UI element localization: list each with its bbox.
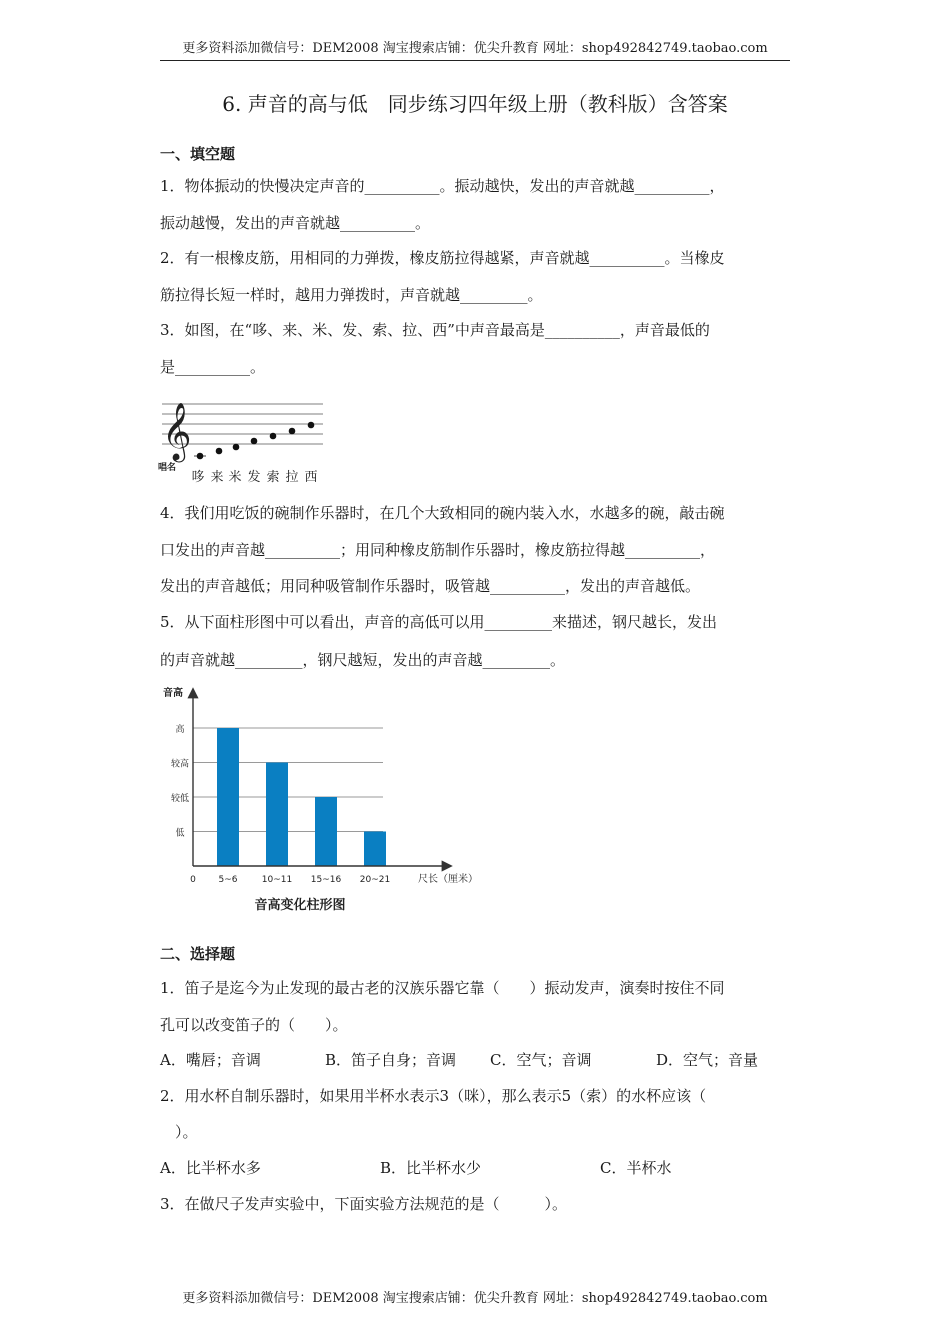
y-axis-title: 音高 (163, 688, 183, 699)
staff-clef-label: 唱名 (158, 463, 177, 473)
question-line: 是__________。 (160, 358, 266, 376)
question-line: 3．在做尺子发声实验中，下面实验方法规范的是（ ）。 (160, 1195, 568, 1213)
page-title: 6. 声音的高与低 同步练习四年级上册（教科版）含答案 (222, 92, 728, 116)
y-tick-label: 低 (175, 828, 185, 839)
choice-option-a[interactable]: A．比半杯水多 (160, 1159, 261, 1177)
note-label: 索 (266, 470, 280, 485)
question-line: 3．如图，在“哆、来、米、发、索、拉、西”中声音最高是__________，声音最低的 (160, 321, 710, 339)
treble-clef-icon: 𝄞 (162, 402, 192, 460)
page-header: 更多资料添加微信号：DEM2008 淘宝搜索店铺：优尖升教育 网址：shop492842749.taobao.com (160, 40, 790, 61)
bar (217, 728, 239, 866)
origin-label: 0 (190, 875, 196, 885)
page-footer: 更多资料添加微信号：DEM2008 淘宝搜索店铺：优尖升教育 网址：shop492842749.taobao.com (182, 1291, 768, 1306)
question-line: 1．笛子是迄今为止发现的最古老的汉族乐器它靠（ ）振动发声，演奏时按住不同 (160, 979, 725, 997)
note-label: 米 (228, 470, 242, 485)
choice-option-c[interactable]: C．空气；音调 (490, 1051, 592, 1069)
x-tick-label: 10~11 (261, 875, 293, 885)
note-mark (308, 422, 315, 429)
y-tick-label: 较高 (170, 759, 190, 770)
question-line: 筋拉得长短一样时，越用力弹拨时，声音就越_________。 (160, 286, 543, 304)
x-axis-title: 尺长（厘米） (418, 874, 478, 885)
question-line: 孔可以改变笛子的（ ）。 (160, 1016, 348, 1034)
note-mark (216, 448, 223, 455)
pitch-bar-chart (150, 682, 490, 918)
note-label: 西 (304, 470, 318, 485)
note-mark (251, 438, 258, 445)
note-label: 哆 (191, 470, 205, 485)
note-label: 发 (247, 470, 261, 485)
section-heading-choice: 二、选择题 (160, 945, 236, 963)
question-line: 的声音就越_________，钢尺越短，发出的声音越_________。 (160, 651, 566, 669)
staff-figure (158, 390, 328, 490)
choice-option-c[interactable]: C．半杯水 (600, 1159, 672, 1177)
x-tick-label: 5~6 (218, 875, 238, 885)
question-line: 口发出的声音越__________；用同种橡皮筋制作乐器时，橡皮筋拉得越__________， (160, 541, 716, 559)
question-line: 发出的声音越低；用同种吸管制作乐器时，吸管越__________，发出的声音越低。 (160, 577, 701, 595)
choice-option-b[interactable]: B．笛子自身；音调 (325, 1051, 457, 1069)
y-tick-label: 高 (175, 725, 185, 735)
choice-option-b[interactable]: B．比半杯水少 (380, 1159, 482, 1177)
note-mark (289, 428, 296, 435)
note-mark (197, 453, 204, 460)
bar (266, 763, 288, 867)
y-tick-label: 较低 (170, 794, 190, 804)
choice-option-a[interactable]: A．嘴唇；音调 (160, 1051, 261, 1069)
question-line: 2．有一根橡皮筋，用相同的力弹拨，橡皮筋拉得越紧，声音就越__________。当橡皮 (160, 249, 725, 267)
chart-title: 音高变化柱形图 (254, 898, 346, 913)
note-mark (270, 433, 277, 440)
choice-option-d[interactable]: D．空气；音量 (656, 1051, 759, 1069)
section-heading-fill: 一、填空题 (160, 145, 236, 163)
bar (315, 797, 337, 866)
question-line: 1．物体振动的快慢决定声音的__________。振动越快，发出的声音就越__________， (160, 177, 725, 195)
x-tick-label: 15~16 (310, 875, 342, 885)
question-line: 4．我们用吃饭的碗制作乐器时，在几个大致相同的碗内装入水，水越多的碗，敲击碗 (160, 504, 725, 522)
note-label: 来 (210, 470, 224, 485)
note-mark (233, 444, 240, 451)
bar (364, 832, 386, 867)
question-line: 2．用水杯自制乐器时，如果用半杯水表示3（咪），那么表示5（索）的水杯应该（ (160, 1087, 707, 1105)
note-label: 拉 (285, 470, 299, 485)
question-line: 振动越慢，发出的声音就越__________。 (160, 214, 431, 232)
question-line: ）。 (160, 1123, 198, 1141)
x-tick-label: 20~21 (359, 875, 391, 885)
question-line: 5．从下面柱形图中可以看出，声音的高低可以用_________来描述，钢尺越长，发出 (160, 613, 718, 631)
